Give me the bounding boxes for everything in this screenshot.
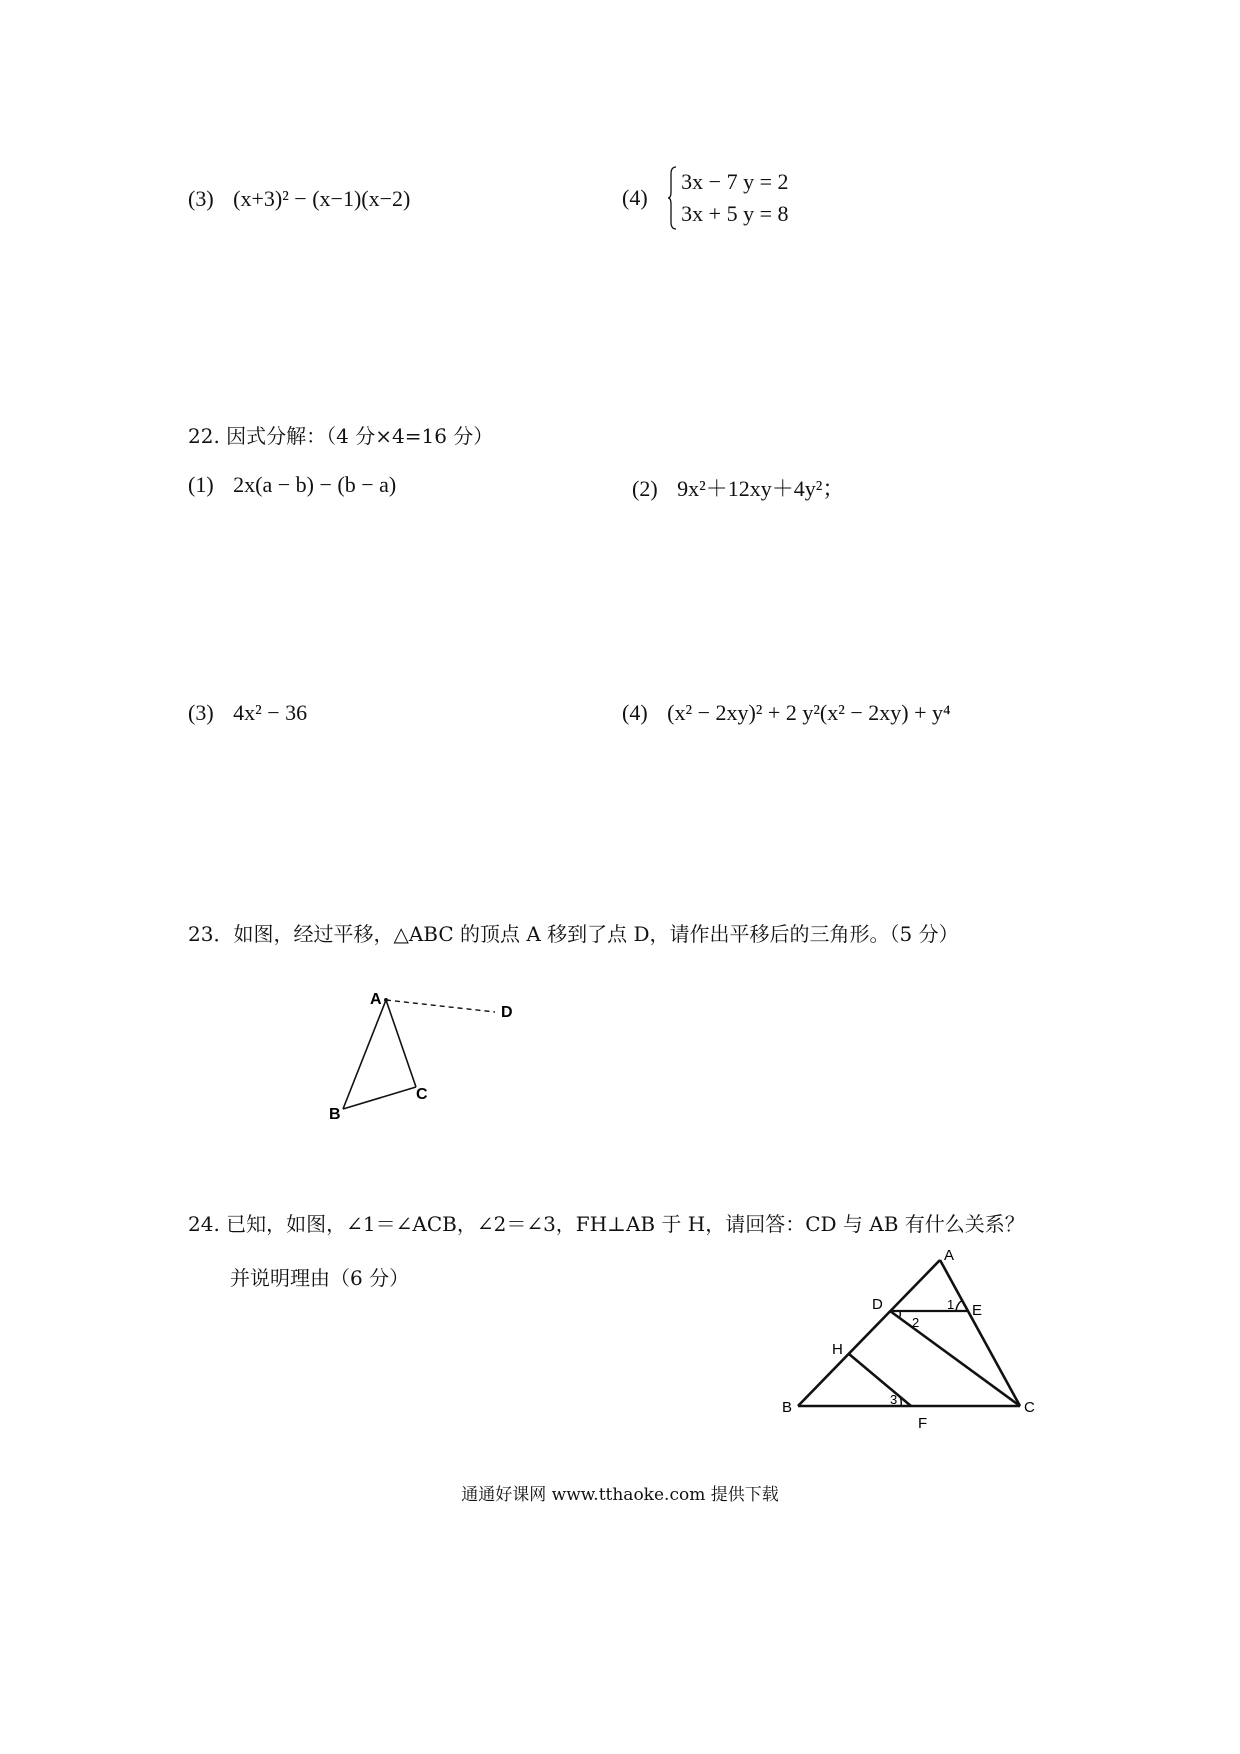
q22-item-4-label: (4) [622, 700, 648, 725]
q22-item-1-label: (1) [188, 472, 214, 497]
label-a: A [944, 1248, 955, 1264]
q22-item-4-expression: (x² − 2xy)² + 2 y²(x² − 2xy) + y⁴ [667, 700, 951, 725]
item-4-label: (4) [622, 185, 648, 210]
label-d: D [872, 1296, 883, 1313]
q22-item-4 [622, 700, 951, 726]
q22-title: 22. 因式分解：（4 分×4=16 分） [188, 424, 494, 448]
item-4-row [622, 166, 788, 230]
equation-2: 3x + 5 y = 8 [681, 201, 789, 226]
segment-ac [940, 1260, 1020, 1406]
q24-figure [772, 1248, 1052, 1438]
segment-ab [343, 1000, 386, 1109]
brace-icon [667, 166, 677, 230]
footer-source: 通通好课网 www.tthaoke.com 提供下载 [461, 1485, 779, 1505]
q22-item-1 [188, 472, 396, 498]
segment-ac [386, 1000, 416, 1087]
q23-figure [320, 985, 540, 1125]
translation-line [386, 1000, 495, 1012]
label-c: C [416, 1086, 428, 1103]
label-a: A [370, 991, 382, 1008]
q22-item-1-expression: 2x(a − b) − (b − a) [233, 472, 397, 497]
angle-3-arc [899, 1396, 901, 1406]
label-f: F [918, 1415, 928, 1432]
label-d: D [501, 1004, 513, 1021]
label-angle-2: 2 [912, 1315, 920, 1330]
item-3-label: (3) [188, 186, 214, 211]
item-3-row [188, 186, 410, 212]
label-b: B [782, 1399, 793, 1416]
segment-dc [890, 1311, 1020, 1406]
label-h: H [832, 1341, 843, 1358]
item-3-expression: (x+3)² − (x−1)(x−2) [233, 186, 411, 211]
equation-1: 3x − 7 y = 2 [681, 169, 789, 194]
q22-item-3-expression: 4x² − 36 [233, 700, 308, 725]
q22-item-2-expression: 9x²＋12xy＋4y²； [677, 476, 845, 501]
q22-item-3 [188, 700, 307, 726]
label-angle-1: 1 [947, 1297, 955, 1312]
segment-bc [343, 1087, 416, 1109]
equation-system [667, 166, 788, 230]
q22-item-3-label: (3) [188, 700, 214, 725]
q24-text-line2: 并说明理由（6 分） [230, 1266, 410, 1290]
q22-item-2 [632, 472, 844, 503]
q24-text-line1: 24. 已知，如图，∠1＝∠ACB，∠2＝∠3，FH⊥AB 于 H，请回答：CD 与 AB 有什么关系？ [188, 1212, 1025, 1236]
label-c: C [1024, 1399, 1035, 1416]
q23-text: 23．如图，经过平移，△ABC 的顶点 A 移到了点 D，请作出平移后的三角形。（5 分） [188, 922, 959, 946]
point-a [384, 998, 388, 1002]
q22-item-2-label: (2) [632, 476, 658, 501]
label-e: E [972, 1302, 983, 1319]
label-b: B [329, 1106, 341, 1123]
label-angle-3: 3 [890, 1392, 898, 1407]
segment-hf [849, 1354, 911, 1406]
